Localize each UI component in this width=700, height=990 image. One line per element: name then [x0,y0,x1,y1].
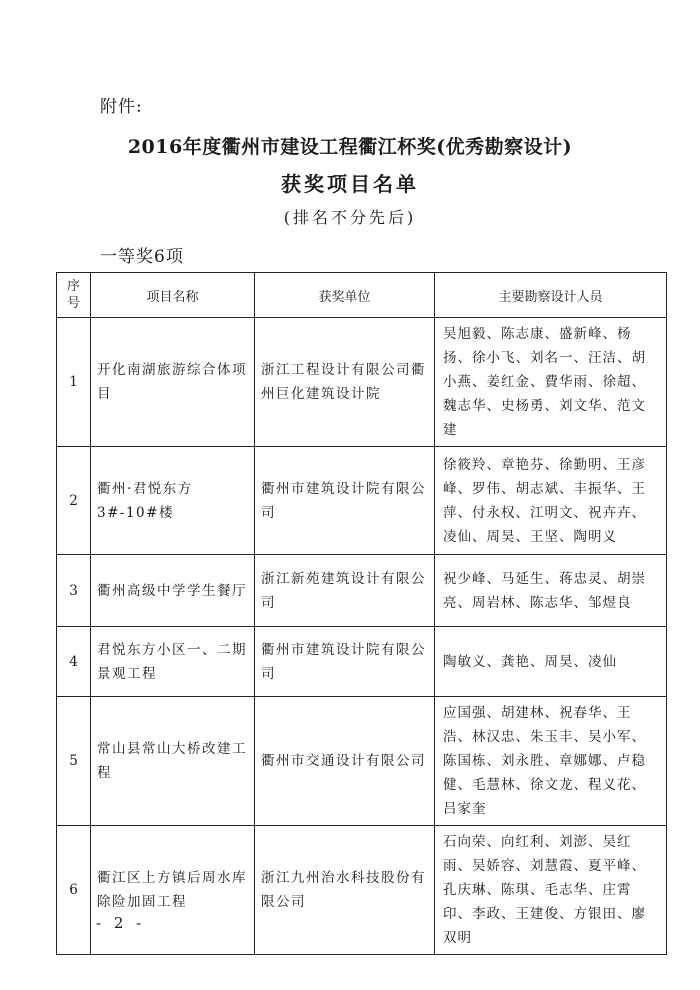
row-unit: 浙江九州治水科技股份有限公司 [255,826,435,955]
row-people: 陶敏义、龚艳、周昊、凌仙 [435,627,667,697]
row-project: 常山县常山大桥改建工程 [91,697,255,826]
table-header-row [57,273,667,318]
row-unit: 浙江新苑建筑设计有限公司 [255,555,435,627]
table-row [57,555,667,627]
section-heading: 一等奖6项 [100,247,184,267]
header-people: 主要勘察设计人员 [435,273,667,318]
row-seq: 4 [57,627,91,697]
header-seq [57,273,91,318]
header-seq-line1: 序 [66,279,80,294]
row-project: 君悦东方小区一、二期景观工程 [91,627,255,697]
header-unit: 获奖单位 [255,273,435,318]
row-people: 石向荣、向红利、刘澎、吴红雨、吴娇容、刘慧霞、夏平峰、孔庆琳、陈琪、毛志华、庄霄印、李政、王建俊、方银田、廖双明 [435,826,667,955]
row-project: 衢州·君悦东方 3#-10#楼 [91,447,255,555]
table-row [57,318,667,447]
row-seq: 3 [57,555,91,627]
table-row [57,447,667,555]
row-seq: 5 [57,697,91,826]
ranking-note: (排名不分先后) [283,208,417,227]
awards-table [56,272,667,955]
page-number: - 2 - [96,914,146,932]
row-seq: 6 [57,826,91,955]
row-unit: 衢州市建筑设计院有限公司 [255,627,435,697]
row-project: 衢州高级中学学生餐厅 [91,555,255,627]
row-project: 衢江区上方镇后周水库除险加固工程 [91,826,255,955]
row-unit: 衢州市建筑设计院有限公司 [255,447,435,555]
row-seq: 1 [57,318,91,447]
header-seq-line2: 号 [66,296,80,311]
row-seq: 2 [57,447,91,555]
row-unit: 衢州市交通设计有限公司 [255,697,435,826]
document-title: 2016年度衢州市建设工程衢江杯奖(优秀勘察设计) [127,136,573,158]
attachment-label: 附件: [100,97,143,117]
row-people: 应国强、胡建林、祝春华、王浩、林汉忠、朱玉丰、吴小军、陈国栋、刘永胜、章娜娜、卢稳健、毛慧林、徐文龙、程义花、吕家奎 [435,697,667,826]
row-people: 徐筱羚、章艳芬、徐勤明、王彦峰、罗伟、胡志斌、丰振华、王萍、付永权、江明文、祝卉卉、凌仙、周昊、王坚、陶明义 [435,447,667,555]
document-title-line2: 获奖项目名单 [281,172,419,196]
table-row [57,627,667,697]
row-unit: 浙江工程设计有限公司衢州巨化建筑设计院 [255,318,435,447]
header-project: 项目名称 [91,273,255,318]
row-people: 吴旭毅、陈志康、盛新峰、杨扬、徐小飞、刘名一、汪洁、胡小燕、姜红金、費华雨、徐超、魏志华、史杨勇、刘文华、范文建 [435,318,667,447]
table-row [57,697,667,826]
row-people: 祝少峰、马延生、蒋忠灵、胡崇亮、周岩林、陈志华、邹煜良 [435,555,667,627]
table-row [57,826,667,955]
row-project: 开化南湖旅游综合体项目 [91,318,255,447]
